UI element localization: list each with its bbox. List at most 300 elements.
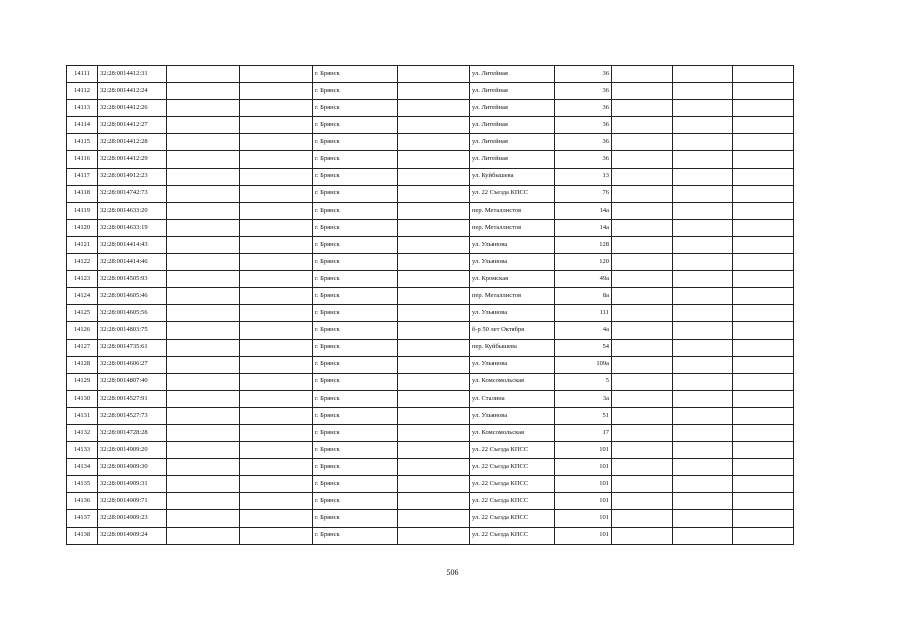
cell-empty (240, 339, 313, 356)
cell-empty (398, 271, 470, 288)
cell-empty (398, 254, 470, 271)
cell-empty (673, 373, 733, 390)
cell-empty (673, 134, 733, 151)
cell-empty (240, 83, 313, 100)
cell-street: ул. Ульянова (470, 356, 555, 373)
cell-empty (167, 100, 240, 117)
table-row (67, 271, 794, 288)
cell-cadastral-number: 32:28:0014728:28 (98, 424, 167, 441)
cell-number: 14112 (67, 83, 98, 100)
table-row (67, 168, 794, 185)
cell-empty (733, 254, 794, 271)
cell-city: г. Брянск (313, 510, 398, 527)
cell-empty (167, 117, 240, 134)
cell-empty (733, 117, 794, 134)
cell-street: б-р 50 лет Октября (470, 322, 555, 339)
cell-number: 14115 (67, 134, 98, 151)
cell-city: г. Брянск (313, 339, 398, 356)
cell-empty (612, 202, 673, 219)
table-row (67, 151, 794, 168)
cell-empty (240, 236, 313, 253)
cell-empty (240, 185, 313, 202)
cell-empty (398, 356, 470, 373)
cell-empty (398, 202, 470, 219)
cell-empty (733, 407, 794, 424)
table-row (67, 424, 794, 441)
cell-empty (167, 510, 240, 527)
cell-empty (398, 390, 470, 407)
cell-city: г. Брянск (313, 134, 398, 151)
cell-empty (612, 83, 673, 100)
cell-cadastral-number: 32:28:0014909:20 (98, 442, 167, 459)
cell-empty (240, 373, 313, 390)
cell-cadastral-number: 32:28:0014412:27 (98, 117, 167, 134)
cell-empty (673, 185, 733, 202)
cell-number: 14122 (67, 254, 98, 271)
cell-empty (673, 339, 733, 356)
cell-empty (167, 424, 240, 441)
cell-empty (673, 100, 733, 117)
cell-number: 14123 (67, 271, 98, 288)
cell-empty (612, 168, 673, 185)
cell-empty (673, 305, 733, 322)
cell-empty (167, 527, 240, 544)
cell-empty (240, 493, 313, 510)
cell-cadastral-number: 32:28:0014807:40 (98, 373, 167, 390)
cell-empty (673, 424, 733, 441)
cell-house-number: 101 (555, 476, 612, 493)
cell-empty (240, 305, 313, 322)
cell-empty (398, 407, 470, 424)
cell-empty (612, 305, 673, 322)
cell-empty (612, 442, 673, 459)
cell-empty (167, 305, 240, 322)
cell-cadastral-number: 32:28:0014605:46 (98, 288, 167, 305)
cell-house-number: 36 (555, 83, 612, 100)
cell-empty (733, 236, 794, 253)
cell-empty (673, 322, 733, 339)
cell-empty (612, 66, 673, 83)
cell-number: 14137 (67, 510, 98, 527)
cell-empty (398, 493, 470, 510)
cell-empty (240, 390, 313, 407)
cell-empty (240, 459, 313, 476)
cell-cadastral-number: 32:28:0014527:73 (98, 407, 167, 424)
cell-cadastral-number: 32:28:0014803:75 (98, 322, 167, 339)
cell-house-number: 101 (555, 442, 612, 459)
cell-street: ул. 22 Съезда КПСС (470, 493, 555, 510)
cell-empty (167, 322, 240, 339)
cell-city: г. Брянск (313, 288, 398, 305)
cell-street: ул. Куйбышева (470, 168, 555, 185)
cell-empty (733, 134, 794, 151)
cell-empty (398, 459, 470, 476)
cell-empty (733, 442, 794, 459)
cell-empty (240, 254, 313, 271)
cell-empty (398, 168, 470, 185)
cell-house-number: 101 (555, 510, 612, 527)
cell-empty (612, 493, 673, 510)
cell-empty (612, 219, 673, 236)
cell-number: 14118 (67, 185, 98, 202)
cell-street: пер. Металлистов (470, 288, 555, 305)
cell-number: 14138 (67, 527, 98, 544)
cell-cadastral-number: 32:28:0014912:23 (98, 168, 167, 185)
cell-empty (167, 236, 240, 253)
cell-empty (673, 117, 733, 134)
cell-number: 14128 (67, 356, 98, 373)
cell-house-number: 36 (555, 100, 612, 117)
cell-empty (398, 442, 470, 459)
cell-empty (733, 83, 794, 100)
cell-street: ул. 22 Съезда КПСС (470, 442, 555, 459)
cell-empty (733, 322, 794, 339)
cell-empty (240, 407, 313, 424)
cell-house-number: 36 (555, 151, 612, 168)
cell-empty (398, 185, 470, 202)
cell-cadastral-number: 32:28:0014527:91 (98, 390, 167, 407)
cell-cadastral-number: 32:28:0014412:26 (98, 100, 167, 117)
cell-empty (673, 356, 733, 373)
cell-city: г. Брянск (313, 83, 398, 100)
cell-empty (733, 339, 794, 356)
cell-empty (733, 424, 794, 441)
cell-city: г. Брянск (313, 117, 398, 134)
cell-empty (240, 66, 313, 83)
cell-number: 14124 (67, 288, 98, 305)
table-row (67, 185, 794, 202)
cell-number: 14136 (67, 493, 98, 510)
cell-empty (240, 271, 313, 288)
cell-number: 14116 (67, 151, 98, 168)
cell-empty (612, 117, 673, 134)
cell-empty (398, 424, 470, 441)
cell-street: ул. Сталина (470, 390, 555, 407)
cell-empty (612, 356, 673, 373)
table-row (67, 305, 794, 322)
cell-empty (398, 288, 470, 305)
table-row (67, 254, 794, 271)
cell-empty (733, 151, 794, 168)
cell-empty (612, 373, 673, 390)
cell-empty (240, 117, 313, 134)
cell-house-number: 109а (555, 356, 612, 373)
table-row (67, 476, 794, 493)
cell-empty (240, 151, 313, 168)
cell-cadastral-number: 32:28:0014606:27 (98, 356, 167, 373)
cell-number: 14131 (67, 407, 98, 424)
cell-empty (240, 510, 313, 527)
cell-number: 14117 (67, 168, 98, 185)
cell-empty (733, 219, 794, 236)
cell-empty (612, 134, 673, 151)
cell-empty (612, 100, 673, 117)
cell-empty (167, 219, 240, 236)
cell-street: ул. 22 Съезда КПСС (470, 459, 555, 476)
cell-city: г. Брянск (313, 459, 398, 476)
cell-cadastral-number: 32:28:0014412:24 (98, 83, 167, 100)
cell-house-number: 13 (555, 168, 612, 185)
cell-cadastral-number: 32:28:0014633:19 (98, 219, 167, 236)
cell-empty (240, 202, 313, 219)
cell-empty (612, 510, 673, 527)
table-row (67, 356, 794, 373)
cell-number: 14120 (67, 219, 98, 236)
table-row (67, 493, 794, 510)
cell-city: г. Брянск (313, 527, 398, 544)
table-row (67, 373, 794, 390)
cell-city: г. Брянск (313, 373, 398, 390)
cell-empty (167, 339, 240, 356)
cell-street: ул. Комсомольская (470, 424, 555, 441)
cell-street: ул. Литейная (470, 151, 555, 168)
cell-empty (733, 66, 794, 83)
cell-empty (612, 185, 673, 202)
table-row (67, 510, 794, 527)
cell-empty (673, 493, 733, 510)
cell-empty (167, 185, 240, 202)
cell-empty (167, 442, 240, 459)
cell-empty (612, 322, 673, 339)
cell-number: 14111 (67, 66, 98, 83)
cell-empty (398, 83, 470, 100)
cell-empty (167, 476, 240, 493)
cell-house-number: 17 (555, 424, 612, 441)
cell-house-number: 111 (555, 305, 612, 322)
cell-empty (167, 459, 240, 476)
cell-empty (167, 202, 240, 219)
cell-street: ул. Литейная (470, 117, 555, 134)
cell-empty (733, 288, 794, 305)
cell-empty (612, 254, 673, 271)
cell-empty (398, 510, 470, 527)
cell-empty (398, 305, 470, 322)
cell-empty (733, 305, 794, 322)
table-row (67, 322, 794, 339)
table-row (67, 219, 794, 236)
cell-empty (240, 527, 313, 544)
cell-city: г. Брянск (313, 493, 398, 510)
cell-empty (167, 151, 240, 168)
table-row (67, 100, 794, 117)
cell-city: г. Брянск (313, 442, 398, 459)
cell-street: ул. Ульянова (470, 254, 555, 271)
cell-cadastral-number: 32:28:0014735:61 (98, 339, 167, 356)
cell-empty (673, 236, 733, 253)
page-number: 506 (446, 568, 459, 577)
cell-empty (167, 288, 240, 305)
cell-city: г. Брянск (313, 322, 398, 339)
cell-city: г. Брянск (313, 254, 398, 271)
cell-empty (398, 66, 470, 83)
cell-street: ул. 22 Съезда КПСС (470, 476, 555, 493)
cell-house-number: 120 (555, 254, 612, 271)
cell-empty (673, 407, 733, 424)
cell-city: г. Брянск (313, 424, 398, 441)
cell-empty (240, 288, 313, 305)
cell-number: 14132 (67, 424, 98, 441)
cell-empty (612, 390, 673, 407)
cell-number: 14134 (67, 459, 98, 476)
table-row (67, 117, 794, 134)
cell-house-number: 5 (555, 373, 612, 390)
cell-empty (673, 476, 733, 493)
cell-empty (398, 322, 470, 339)
cell-empty (167, 134, 240, 151)
cell-empty (673, 442, 733, 459)
cell-empty (240, 219, 313, 236)
cell-cadastral-number: 32:28:0014414:43 (98, 236, 167, 253)
cell-city: г. Брянск (313, 236, 398, 253)
cell-empty (733, 100, 794, 117)
cell-cadastral-number: 32:28:0014633:20 (98, 202, 167, 219)
cell-empty (673, 510, 733, 527)
cell-empty (398, 117, 470, 134)
table-row (67, 236, 794, 253)
cell-empty (733, 271, 794, 288)
cell-city: г. Брянск (313, 476, 398, 493)
cell-empty (673, 202, 733, 219)
cell-number: 14119 (67, 202, 98, 219)
cell-house-number: 101 (555, 459, 612, 476)
cell-house-number: 101 (555, 527, 612, 544)
cell-number: 14135 (67, 476, 98, 493)
register-table (66, 65, 794, 545)
table-row (67, 390, 794, 407)
cell-empty (733, 493, 794, 510)
cell-empty (240, 476, 313, 493)
cell-empty (167, 356, 240, 373)
cell-cadastral-number: 32:28:0014909:71 (98, 493, 167, 510)
cell-street: ул. Литейная (470, 134, 555, 151)
cell-empty (167, 254, 240, 271)
cell-house-number: 14а (555, 219, 612, 236)
cell-empty (167, 271, 240, 288)
cell-empty (240, 424, 313, 441)
table-row (67, 339, 794, 356)
cell-street: пер. Металлистов (470, 202, 555, 219)
cell-street: ул. Ульянова (470, 236, 555, 253)
cell-empty (733, 390, 794, 407)
cell-street: ул. 22 Съезда КПСС (470, 185, 555, 202)
cell-city: г. Брянск (313, 407, 398, 424)
cell-house-number: 51 (555, 407, 612, 424)
cell-empty (733, 373, 794, 390)
cell-empty (673, 168, 733, 185)
cell-empty (240, 356, 313, 373)
cell-street: ул. Кромская (470, 271, 555, 288)
cell-number: 14127 (67, 339, 98, 356)
cell-cadastral-number: 32:28:0014909:30 (98, 459, 167, 476)
cell-house-number: 76 (555, 185, 612, 202)
table-row (67, 407, 794, 424)
table-row (67, 527, 794, 544)
cell-street: ул. Комсомольская (470, 373, 555, 390)
cell-number: 14125 (67, 305, 98, 322)
cell-empty (612, 476, 673, 493)
cell-house-number: 54 (555, 339, 612, 356)
cell-empty (398, 339, 470, 356)
cell-empty (167, 493, 240, 510)
cell-empty (673, 271, 733, 288)
cell-empty (612, 236, 673, 253)
cell-empty (612, 459, 673, 476)
table-row (67, 288, 794, 305)
cell-house-number: 36 (555, 66, 612, 83)
cell-empty (240, 100, 313, 117)
cell-house-number: 36 (555, 134, 612, 151)
cell-city: г. Брянск (313, 356, 398, 373)
cell-empty (240, 134, 313, 151)
cell-city: г. Брянск (313, 305, 398, 322)
table-row (67, 134, 794, 151)
cell-house-number: 36 (555, 117, 612, 134)
cell-cadastral-number: 32:28:0014909:23 (98, 510, 167, 527)
cell-empty (240, 168, 313, 185)
cell-street: ул. Литейная (470, 100, 555, 117)
cell-city: г. Брянск (313, 219, 398, 236)
cell-number: 14121 (67, 236, 98, 253)
cell-street: ул. 22 Съезда КПСС (470, 510, 555, 527)
cell-empty (167, 168, 240, 185)
cell-street: пер. Куйбышева (470, 339, 555, 356)
cell-number: 14114 (67, 117, 98, 134)
table-row (67, 66, 794, 83)
cell-empty (612, 271, 673, 288)
cell-city: г. Брянск (313, 390, 398, 407)
cell-cadastral-number: 32:28:0014412:31 (98, 66, 167, 83)
cell-house-number: 14а (555, 202, 612, 219)
cell-empty (612, 288, 673, 305)
cell-house-number: 101 (555, 493, 612, 510)
cell-city: г. Брянск (313, 100, 398, 117)
table-row (67, 83, 794, 100)
cell-number: 14126 (67, 322, 98, 339)
cell-street: ул. Ульянова (470, 407, 555, 424)
cell-cadastral-number: 32:28:0014412:28 (98, 134, 167, 151)
cell-empty (733, 510, 794, 527)
cell-empty (398, 373, 470, 390)
cell-city: г. Брянск (313, 271, 398, 288)
cell-city: г. Брянск (313, 202, 398, 219)
cell-empty (398, 219, 470, 236)
cell-empty (733, 185, 794, 202)
cell-empty (673, 219, 733, 236)
cell-empty (398, 476, 470, 493)
cell-cadastral-number: 32:28:0014505:93 (98, 271, 167, 288)
cell-empty (398, 151, 470, 168)
table-row (67, 442, 794, 459)
cell-empty (398, 236, 470, 253)
table-row (67, 459, 794, 476)
cell-empty (240, 322, 313, 339)
cell-empty (167, 66, 240, 83)
cell-street: ул. 22 Съезда КПСС (470, 527, 555, 544)
cell-city: г. Брянск (313, 66, 398, 83)
cell-empty (612, 407, 673, 424)
cell-house-number: 4а (555, 322, 612, 339)
cell-house-number: 8а (555, 288, 612, 305)
cell-number: 14130 (67, 390, 98, 407)
cell-empty (673, 459, 733, 476)
cell-number: 14113 (67, 100, 98, 117)
cell-empty (673, 390, 733, 407)
cell-house-number: 128 (555, 236, 612, 253)
table-body (67, 66, 794, 545)
cell-empty (733, 476, 794, 493)
cell-house-number: 3а (555, 390, 612, 407)
cell-empty (612, 424, 673, 441)
